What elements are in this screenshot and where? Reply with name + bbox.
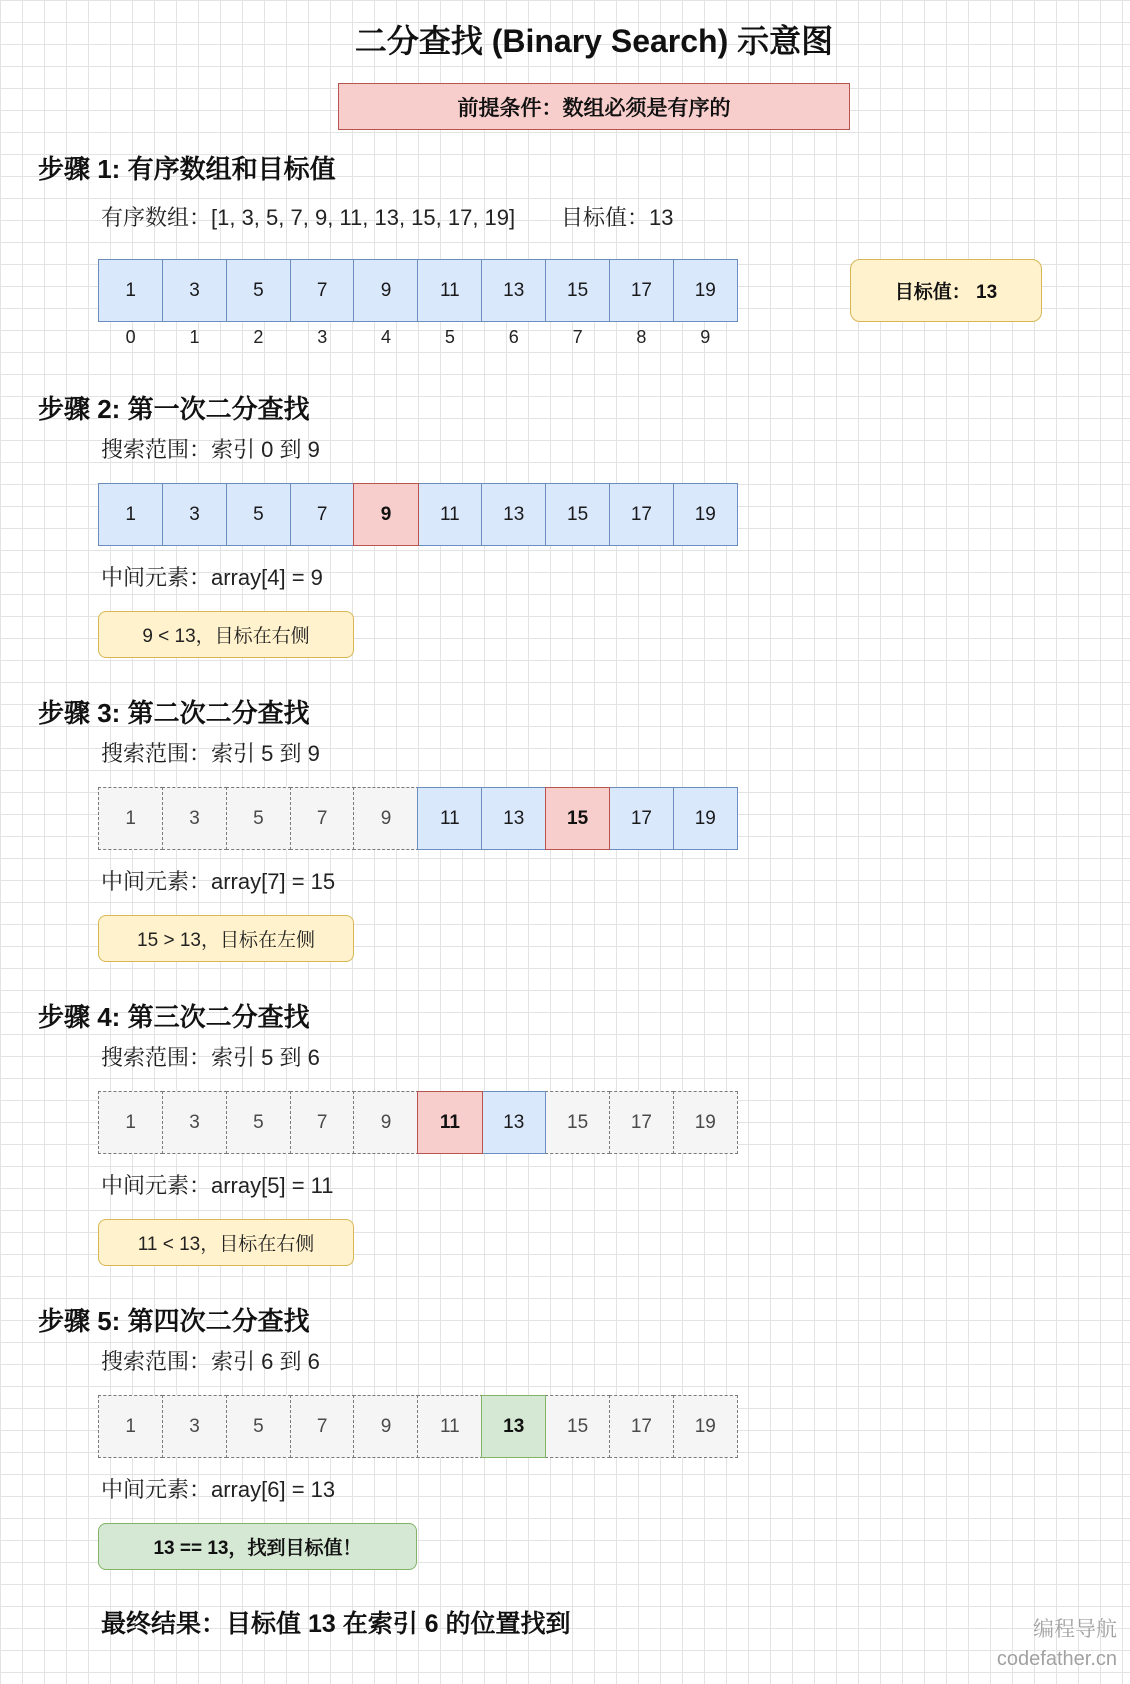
array-cell: 7 <box>290 483 355 546</box>
watermark-domain: codefather.cn <box>996 1648 1117 1670</box>
array-cell: 11 <box>417 1091 482 1154</box>
array-cell: 15 <box>545 259 610 322</box>
array-cell: 1 <box>98 1395 163 1458</box>
step-2-search-range: 搜索范围：索引 0 到 9 <box>101 437 320 462</box>
array-cell: 19 <box>673 483 738 546</box>
array-cell: 17 <box>609 483 674 546</box>
step-4-array <box>98 1091 738 1154</box>
array-cell: 13 <box>481 259 546 322</box>
step-5-heading: 步骤 5: 第四次二分查找 <box>38 1306 310 1336</box>
array-cell: 1 <box>98 1091 163 1154</box>
array-cell: 11 <box>417 483 482 546</box>
array-cell: 3 <box>162 787 227 850</box>
array-cell: 7 <box>290 1091 355 1154</box>
step-1-indices <box>98 325 738 349</box>
step-4-comparison-note: 11 < 13，目标在右侧 <box>98 1219 354 1266</box>
step-2-array <box>98 483 738 546</box>
array-cell: 9 <box>353 787 418 850</box>
index-label: 5 <box>444 327 455 347</box>
step-2-comparison-note: 9 < 13，目标在右侧 <box>98 611 354 658</box>
step-5-search-range: 搜索范围：索引 6 到 6 <box>101 1349 320 1374</box>
array-cell: 7 <box>290 1395 355 1458</box>
array-cell: 3 <box>162 1395 227 1458</box>
array-cell: 3 <box>162 1091 227 1154</box>
array-cell: 3 <box>162 259 227 322</box>
array-cell: 3 <box>162 483 227 546</box>
array-cell: 9 <box>353 259 418 322</box>
array-cell: 17 <box>609 1091 674 1154</box>
array-cell: 1 <box>98 259 163 322</box>
array-cell: 5 <box>226 483 291 546</box>
array-cell: 9 <box>353 483 418 546</box>
index-label: 1 <box>189 327 200 347</box>
step-4-middle-element: 中间元素：array[5] = 11 <box>101 1173 334 1198</box>
step-3-comparison-note: 15 > 13，目标在左侧 <box>98 915 354 962</box>
array-cell: 7 <box>290 259 355 322</box>
target-box: 目标值： 13 <box>850 259 1042 322</box>
step-4-search-range: 搜索范围：索引 5 到 6 <box>101 1045 320 1070</box>
array-cell: 5 <box>226 259 291 322</box>
array-cell: 11 <box>417 787 482 850</box>
array-cell: 19 <box>673 787 738 850</box>
index-label: 2 <box>253 327 264 347</box>
watermark-brand: 编程导航 <box>1033 1618 1117 1641</box>
index-label: 4 <box>381 327 392 347</box>
index-label: 0 <box>125 327 136 347</box>
array-cell: 19 <box>673 1395 738 1458</box>
array-cell: 15 <box>545 483 610 546</box>
index-label: 6 <box>508 327 519 347</box>
array-cell: 15 <box>545 1091 610 1154</box>
array-cell: 19 <box>673 1091 738 1154</box>
step-2-heading: 步骤 2: 第一次二分查找 <box>38 394 310 424</box>
index-label: 3 <box>317 327 328 347</box>
step-1-array <box>98 259 738 322</box>
array-cell: 13 <box>481 1091 546 1154</box>
array-cell: 1 <box>98 787 163 850</box>
step-3-heading: 步骤 3: 第二次二分查找 <box>38 698 310 728</box>
array-cell: 1 <box>98 483 163 546</box>
array-cell: 17 <box>609 787 674 850</box>
array-cell: 5 <box>226 1091 291 1154</box>
step-1-heading: 步骤 1: 有序数组和目标值 <box>38 154 336 184</box>
array-cell: 13 <box>481 483 546 546</box>
premise-box: 前提条件：数组必须是有序的 <box>338 83 850 130</box>
step-3-middle-element: 中间元素：array[7] = 15 <box>101 869 336 894</box>
index-label: 7 <box>572 327 583 347</box>
step-5-array <box>98 1395 738 1458</box>
array-cell: 11 <box>417 1395 482 1458</box>
sorted-array-text: 有序数组：[1, 3, 5, 7, 9, 11, 13, 15, 17, 19] <box>101 205 516 230</box>
array-cell: 7 <box>290 787 355 850</box>
index-label: 9 <box>700 327 711 347</box>
step-3-array <box>98 787 738 850</box>
index-label: 8 <box>636 327 647 347</box>
step-5-found-note: 13 == 13，找到目标值！ <box>98 1523 417 1570</box>
step-4-heading: 步骤 4: 第三次二分查找 <box>38 1002 310 1032</box>
array-cell: 17 <box>609 1395 674 1458</box>
array-cell: 15 <box>545 787 610 850</box>
step-5-middle-element: 中间元素：array[6] = 13 <box>101 1477 336 1502</box>
array-cell: 15 <box>545 1395 610 1458</box>
final-result: 最终结果：目标值 13 在索引 6 的位置找到 <box>101 1610 571 1638</box>
array-cell: 11 <box>417 259 482 322</box>
target-value-text: 目标值：13 <box>561 205 674 230</box>
step-3-search-range: 搜索范围：索引 5 到 9 <box>101 741 320 766</box>
step-2-middle-element: 中间元素：array[4] = 9 <box>101 565 323 590</box>
array-cell: 9 <box>353 1091 418 1154</box>
array-cell: 5 <box>226 787 291 850</box>
array-cell: 19 <box>673 259 738 322</box>
array-cell: 9 <box>353 1395 418 1458</box>
array-cell: 17 <box>609 259 674 322</box>
diagram-title: 二分查找 (Binary Search) 示意图 <box>354 23 834 59</box>
array-cell: 13 <box>481 787 546 850</box>
array-cell: 5 <box>226 1395 291 1458</box>
array-cell: 13 <box>481 1395 546 1458</box>
